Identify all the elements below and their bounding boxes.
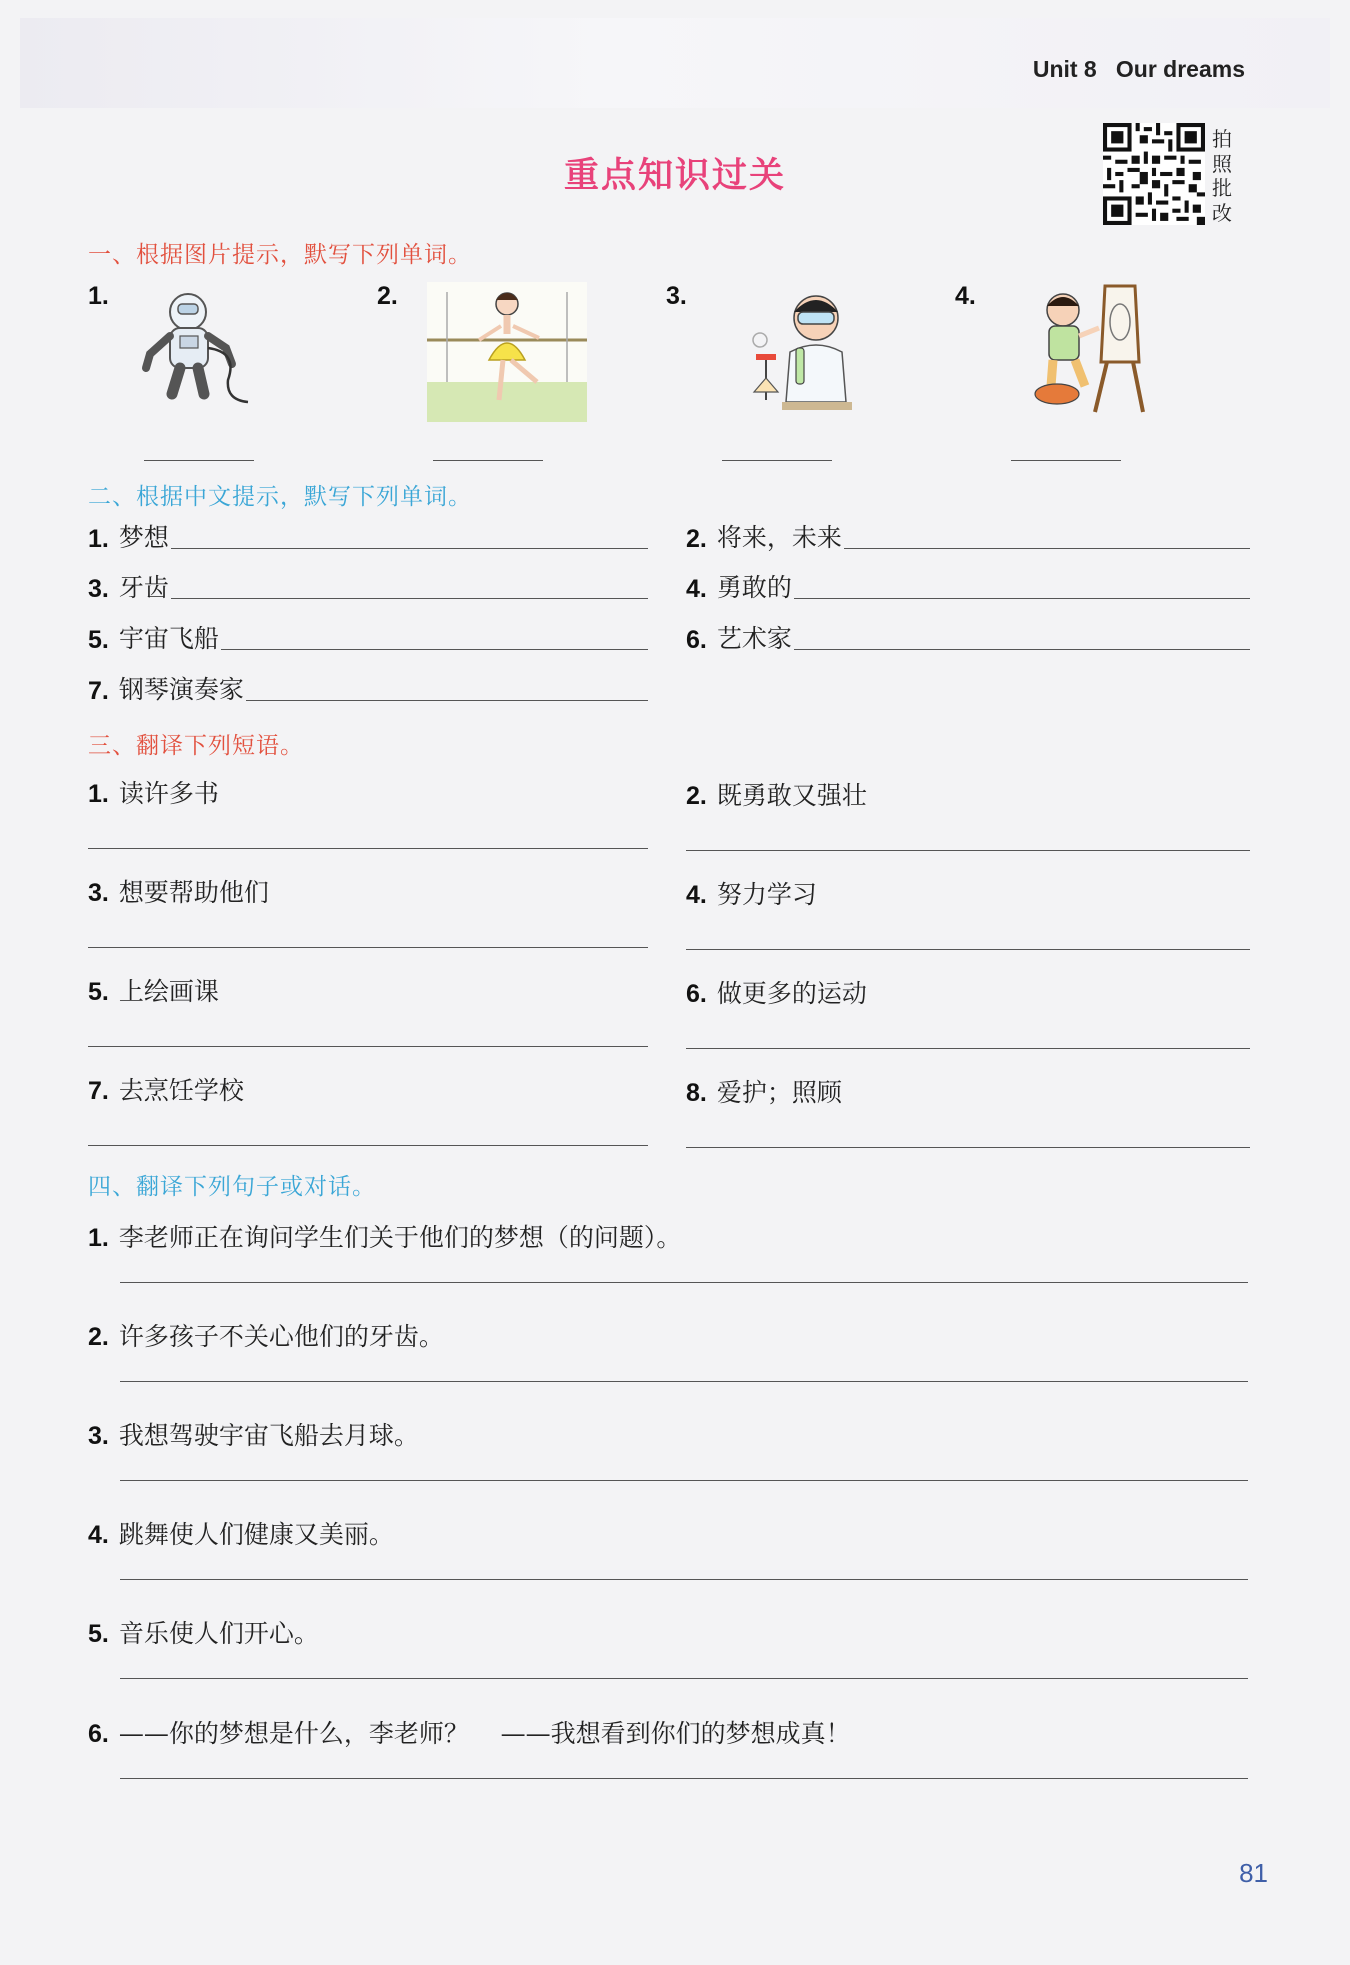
item-number: 2. xyxy=(686,525,707,553)
sentence-text: 音乐使人们开心。 xyxy=(118,1619,319,1648)
phrase-text: 爱护；照顾 xyxy=(716,1078,842,1107)
answer-line[interactable] xyxy=(686,1048,1250,1049)
word-hint: 宇宙飞船 xyxy=(118,624,219,653)
item-number: 5. xyxy=(88,978,109,1006)
item-number: 3. xyxy=(666,282,687,310)
word-item-1 xyxy=(88,520,648,554)
sentence-text: 我想驾驶宇宙飞船去月球。 xyxy=(118,1421,419,1450)
picture-item-3 xyxy=(666,282,936,472)
phrase-item-8 xyxy=(686,1073,1250,1173)
item-number: 1. xyxy=(88,1224,109,1252)
word-hint: 艺术家 xyxy=(716,624,792,653)
word-item-5 xyxy=(88,621,648,655)
picture-item-2 xyxy=(377,282,647,472)
phrase-text: 想要帮助他们 xyxy=(118,878,269,907)
sentence-item-6 xyxy=(88,1714,1248,1814)
answer-line[interactable] xyxy=(88,1145,648,1146)
phrase-text: 去烹饪学校 xyxy=(118,1076,244,1105)
phrase-item-5 xyxy=(88,972,648,1072)
word-hint: 勇敢的 xyxy=(716,573,792,602)
phrase-item-3 xyxy=(88,873,648,973)
answer-line[interactable] xyxy=(794,649,1250,650)
item-number: 6. xyxy=(88,1720,109,1748)
phrase-text: 做更多的运动 xyxy=(716,979,867,1008)
word-hint: 将来，未来 xyxy=(716,523,842,552)
item-number: 3. xyxy=(88,1422,109,1450)
sentence-text: 许多孩子不关心他们的牙齿。 xyxy=(118,1322,444,1351)
phrase-text: 读许多书 xyxy=(118,779,219,808)
sentence-text: 李老师正在询问学生们关于他们的梦想（的问题）。 xyxy=(118,1223,682,1252)
answer-line[interactable] xyxy=(120,1678,1248,1679)
picture-item-1 xyxy=(88,282,358,472)
qr-label: 拍照批改 xyxy=(1212,127,1232,225)
word-hint: 钢琴演奏家 xyxy=(118,675,244,704)
answer-line[interactable] xyxy=(88,947,648,948)
item-number: 3. xyxy=(88,575,109,603)
answer-line[interactable] xyxy=(433,460,543,461)
item-number: 6. xyxy=(686,626,707,654)
artist-icon xyxy=(995,282,1175,422)
answer-line[interactable] xyxy=(120,1282,1248,1283)
item-number: 7. xyxy=(88,677,109,705)
word-hint: 梦想 xyxy=(118,523,169,552)
answer-line[interactable] xyxy=(794,598,1250,599)
answer-line[interactable] xyxy=(171,598,648,599)
answer-line[interactable] xyxy=(844,548,1250,549)
answer-line[interactable] xyxy=(1011,460,1121,461)
phrase-item-4 xyxy=(686,875,1250,975)
item-number: 6. xyxy=(686,980,707,1008)
qr-code-icon[interactable] xyxy=(1103,123,1205,225)
item-number: 3. xyxy=(88,879,109,907)
item-number: 1. xyxy=(88,282,109,310)
answer-line[interactable] xyxy=(88,848,648,849)
answer-line[interactable] xyxy=(246,700,648,701)
answer-line[interactable] xyxy=(120,1480,1248,1481)
item-number: 5. xyxy=(88,1620,109,1648)
word-item-7 xyxy=(88,672,648,706)
item-number: 4. xyxy=(88,1521,109,1549)
sentence-item-5 xyxy=(88,1614,1248,1714)
item-number: 2. xyxy=(686,782,707,810)
phrase-item-7 xyxy=(88,1071,648,1171)
sentence-text: ——你的梦想是什么，李老师？ ——我想看到你们的梦想成真！ xyxy=(118,1719,851,1748)
section4-heading: 四、翻译下列句子或对话。 xyxy=(88,1174,376,1200)
item-number: 1. xyxy=(88,525,109,553)
answer-line[interactable] xyxy=(144,460,254,461)
unit-header: Unit 8 Our dreams xyxy=(1032,56,1245,82)
answer-line[interactable] xyxy=(686,1147,1250,1148)
word-item-2 xyxy=(686,520,1250,554)
sentence-text: 跳舞使人们健康又美丽。 xyxy=(118,1520,394,1549)
answer-line[interactable] xyxy=(88,1046,648,1047)
phrase-text: 上绘画课 xyxy=(118,977,219,1006)
item-number: 8. xyxy=(686,1079,707,1107)
item-number: 4. xyxy=(686,881,707,909)
word-item-3 xyxy=(88,570,648,604)
answer-line[interactable] xyxy=(722,460,832,461)
astronaut-icon xyxy=(128,282,308,422)
answer-line[interactable] xyxy=(120,1381,1248,1382)
sentence-item-3 xyxy=(88,1416,1248,1516)
item-number: 7. xyxy=(88,1077,109,1105)
answer-line[interactable] xyxy=(171,548,648,549)
item-number: 4. xyxy=(686,575,707,603)
item-number: 2. xyxy=(377,282,398,310)
section3-heading: 三、翻译下列短语。 xyxy=(88,733,304,759)
phrase-item-2 xyxy=(686,776,1250,876)
phrase-item-6 xyxy=(686,974,1250,1074)
sentence-item-4 xyxy=(88,1515,1248,1615)
scientist-icon xyxy=(706,282,886,422)
page-number: 81 xyxy=(1239,1858,1268,1888)
answer-line[interactable] xyxy=(221,649,648,650)
answer-line[interactable] xyxy=(120,1778,1248,1779)
picture-item-4 xyxy=(955,282,1225,472)
answer-line[interactable] xyxy=(686,949,1250,950)
section1-heading: 一、根据图片提示，默写下列单词。 xyxy=(88,242,472,268)
sentence-item-1 xyxy=(88,1218,1248,1318)
item-number: 5. xyxy=(88,626,109,654)
ballet-dancer-icon xyxy=(417,282,597,422)
answer-line[interactable] xyxy=(686,850,1250,851)
item-number: 1. xyxy=(88,780,109,808)
section2-heading: 二、根据中文提示，默写下列单词。 xyxy=(88,484,472,510)
word-item-6 xyxy=(686,621,1250,655)
item-number: 2. xyxy=(88,1323,109,1351)
page-title: 重点知识过关 xyxy=(563,156,786,196)
word-hint: 牙齿 xyxy=(118,573,169,602)
phrase-item-1 xyxy=(88,774,648,874)
phrase-text: 努力学习 xyxy=(716,880,817,909)
item-number: 4. xyxy=(955,282,976,310)
word-item-4 xyxy=(686,570,1250,604)
sentence-item-2 xyxy=(88,1317,1248,1417)
answer-line[interactable] xyxy=(120,1579,1248,1580)
phrase-text: 既勇敢又强壮 xyxy=(716,781,867,810)
